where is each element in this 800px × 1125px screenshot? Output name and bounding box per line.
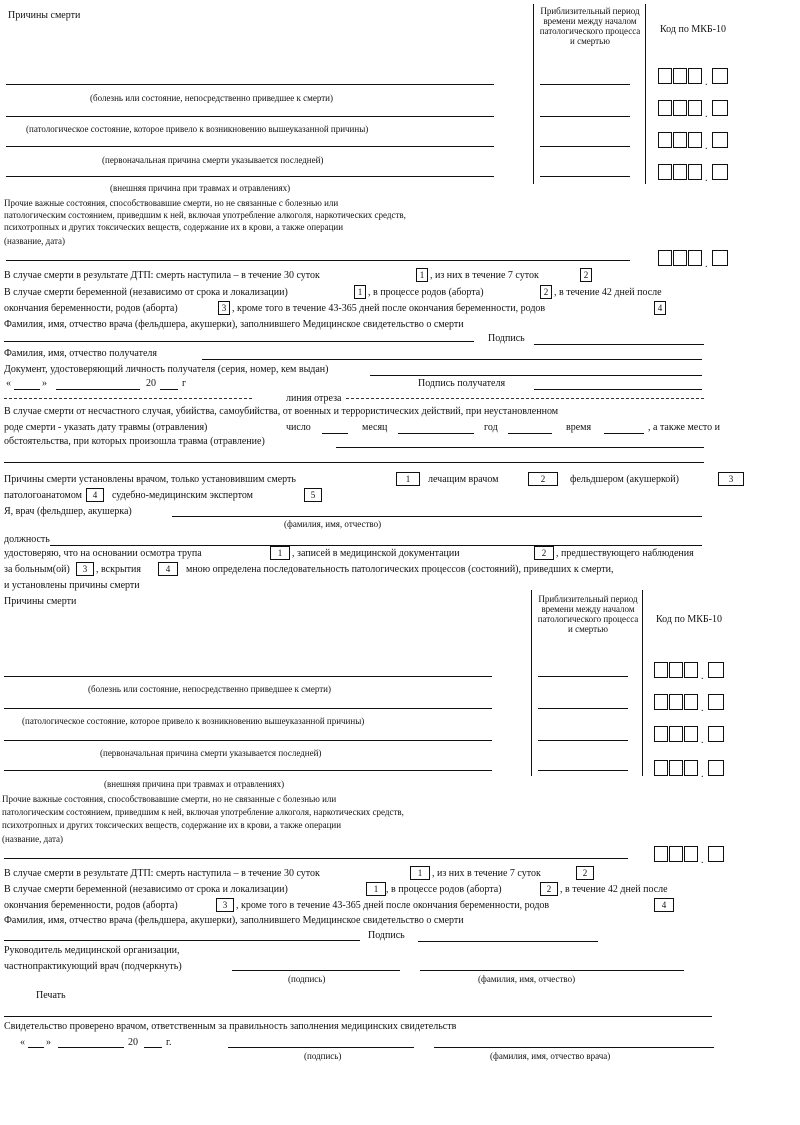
doctor3-sign-label: Подпись bbox=[368, 930, 405, 941]
doctor-sign-line[interactable] bbox=[534, 344, 704, 345]
interval2-line-c[interactable] bbox=[538, 740, 628, 741]
other-conditions-line[interactable] bbox=[6, 260, 630, 261]
accident-time-field[interactable] bbox=[604, 433, 644, 434]
pregnancy-box-4[interactable]: 4 bbox=[654, 301, 666, 315]
certify-text-7: и установлены причины смерти bbox=[4, 580, 140, 591]
head-fio-line[interactable] bbox=[420, 970, 684, 971]
pregnancy2-box-2[interactable]: 2 bbox=[540, 882, 558, 896]
doctor2-fio-caption: (фамилия, имя, отчество) bbox=[284, 519, 382, 529]
certify-text-3: , предшествующего наблюдения bbox=[556, 548, 694, 559]
doctor2-fio-line[interactable] bbox=[172, 516, 702, 517]
certify-text-4: за больным(ой) bbox=[4, 564, 70, 575]
stamp-label: Печать bbox=[36, 990, 66, 1001]
interval-line-b[interactable] bbox=[540, 116, 630, 117]
certify-text-5: , вскрытия bbox=[96, 564, 141, 575]
interval-line-a[interactable] bbox=[540, 84, 630, 85]
recipient-sign-label: Подпись получателя bbox=[418, 378, 506, 389]
accident-year-label: год bbox=[484, 422, 498, 433]
dtp-text-b: , из них в течение 7 суток bbox=[430, 270, 539, 281]
doctor3-sign-line[interactable] bbox=[418, 941, 598, 942]
cause2-caption-a: (болезнь или состояние, непосредственно приведшее к смерти) bbox=[88, 684, 331, 694]
accident-month-field[interactable] bbox=[398, 433, 474, 434]
cause2-line-b[interactable] bbox=[4, 708, 492, 709]
recipient-date-year: 20 bbox=[146, 378, 156, 389]
pregnancy2-text-1: В случае смерти беременной (независимо от срока и локализации) bbox=[4, 884, 288, 895]
cause-line-b[interactable] bbox=[6, 116, 494, 117]
doctor3-fio-line[interactable] bbox=[4, 940, 360, 941]
pregnancy-text-3: , в течение 42 дней после bbox=[554, 287, 662, 298]
doctor-sign-label: Подпись bbox=[488, 333, 525, 344]
accident-circumstances-line[interactable] bbox=[336, 447, 704, 448]
other2-conditions-3: психотропных и других токсических веществ, содержание их в крови, а также операции bbox=[2, 820, 342, 830]
cause-line-a[interactable] bbox=[6, 84, 494, 85]
other-conditions-1: Прочие важные состояния, способствовавшие смерти, но не связанные с болезнью или bbox=[4, 198, 339, 208]
cause2-line-a[interactable] bbox=[4, 676, 492, 677]
recipient-doc-line[interactable] bbox=[370, 375, 702, 376]
recipient-date-q1: « bbox=[6, 378, 11, 389]
established-box-1[interactable]: 1 bbox=[396, 472, 420, 486]
cause2-caption-d: (внешняя причина при травмах и отравлениях) bbox=[104, 779, 285, 789]
head-fio-caption: (фамилия, имя, отчество) bbox=[478, 974, 576, 984]
cause-caption-c: (первоначальная причина смерти указывается последней) bbox=[102, 155, 324, 165]
interval-line-c[interactable] bbox=[540, 146, 630, 147]
interval-column-header-2: Приблизительный период времени между началом патологического процесса и смертью bbox=[537, 594, 639, 635]
interval-line-d[interactable] bbox=[540, 176, 630, 177]
dtp2-text-b: , из них в течение 7 суток bbox=[432, 868, 541, 879]
doctor3-fio-label: Фамилия, имя, отчество врача (фельдшера, акушерки), заполнившего Медицинское свидетельство о смерти bbox=[4, 915, 464, 926]
other2-conditions-1: Прочие важные состояния, способствовавшие смерти, но не связанные с болезнью или bbox=[2, 794, 337, 804]
cause-line-d[interactable] bbox=[6, 176, 494, 177]
head-label-2: частнопрактикующий врач (подчеркнуть) bbox=[4, 961, 182, 972]
recipient-fio-label: Фамилия, имя, отчество получателя bbox=[4, 348, 157, 359]
section1-title: Причины смерти bbox=[8, 10, 81, 21]
pregnancy2-text-5: , кроме того в течение 43-365 дней после окончания беременности, родов bbox=[236, 900, 550, 911]
code-column-header: Код по МКБ-10 bbox=[660, 24, 726, 35]
other-conditions-3: психотропных и других токсических веществ, содержание их в крови, а также операции bbox=[4, 222, 344, 232]
accident-month-label: месяц bbox=[362, 422, 388, 433]
recipient-sign-line[interactable] bbox=[534, 389, 702, 390]
dtp2-30-days-box[interactable]: 1 bbox=[410, 866, 430, 880]
established-text-2: лечащим врачом bbox=[428, 474, 499, 485]
accident-circumstances-line-2[interactable] bbox=[4, 462, 704, 463]
pregnancy-text-1: В случае смерти беременной (независимо от срока и локализации) bbox=[4, 287, 288, 298]
pregnancy-text-4: окончания беременности, родов (аборта) bbox=[4, 303, 178, 314]
verified-date-year-field[interactable] bbox=[144, 1047, 162, 1048]
head-sign-caption: (подпись) bbox=[288, 974, 326, 984]
table2-divider bbox=[531, 590, 532, 776]
other2-conditions-line[interactable] bbox=[4, 858, 628, 859]
established-text-4: патологоанатомом bbox=[4, 490, 82, 501]
cut-line-label: линия отреза bbox=[286, 393, 342, 404]
verified-date-q1: « bbox=[20, 1037, 25, 1048]
verified-sign-line[interactable] bbox=[228, 1047, 414, 1048]
interval-column-header: Приблизительный период времени между началом патологического процесса и смертью bbox=[539, 6, 641, 47]
dtp-text: В случае смерти в результате ДТП: смерть наступила – в течение 30 суток bbox=[4, 270, 320, 281]
cause-caption-b: (патологическое состояние, которое привело к возникновению вышеуказанной причины) bbox=[26, 124, 369, 134]
accident-year-field[interactable] bbox=[508, 433, 552, 434]
pregnancy2-text-3: , в течение 42 дней после bbox=[560, 884, 668, 895]
established-box-5[interactable]: 5 bbox=[304, 488, 322, 502]
verified-date-day[interactable] bbox=[28, 1047, 44, 1048]
pregnancy-text-2: , в процессе родов (аборта) bbox=[368, 287, 484, 298]
accident-text-3: , а также место и bbox=[648, 422, 720, 433]
table2-divider bbox=[642, 590, 643, 776]
certify-box-1[interactable]: 1 bbox=[270, 546, 290, 560]
cause2-line-d[interactable] bbox=[4, 770, 492, 771]
head-sign-line[interactable] bbox=[232, 970, 400, 971]
accident-time-label: время bbox=[566, 422, 592, 433]
verified-date-month[interactable] bbox=[58, 1047, 124, 1048]
established-text-5: судебно-медицинским экспертом bbox=[112, 490, 253, 501]
doctor2-position-line[interactable] bbox=[50, 545, 702, 546]
cause-line-c[interactable] bbox=[6, 146, 494, 147]
established-box-3[interactable]: 3 bbox=[718, 472, 744, 486]
certify-text-1: удостоверяю, что на основании осмотра трупа bbox=[4, 548, 202, 559]
pregnancy-box-1[interactable]: 1 bbox=[354, 285, 366, 299]
recipient-date-year-suffix: г bbox=[182, 378, 187, 389]
certify-box-4[interactable]: 4 bbox=[158, 562, 178, 576]
recipient-date-day[interactable] bbox=[14, 389, 40, 390]
other2-conditions-4: (название, дата) bbox=[2, 834, 63, 844]
doctor-fio-line[interactable] bbox=[4, 341, 474, 342]
verified-date-q2: » bbox=[46, 1037, 51, 1048]
head-label-1: Руководитель медицинской организации, bbox=[4, 945, 180, 956]
pregnancy2-text-4: окончания беременности, родов (аборта) bbox=[4, 900, 178, 911]
established-box-2[interactable]: 2 bbox=[528, 472, 558, 486]
table1-divider bbox=[645, 4, 646, 184]
interval2-line-b[interactable] bbox=[538, 708, 628, 709]
dtp-7-days-box[interactable]: 2 bbox=[580, 268, 592, 282]
verified-date-year: 20 bbox=[128, 1037, 138, 1048]
pregnancy2-box-3[interactable]: 3 bbox=[216, 898, 234, 912]
cause2-line-c[interactable] bbox=[4, 740, 492, 741]
accident-day-label: число bbox=[286, 422, 311, 433]
interval2-line-d[interactable] bbox=[538, 770, 628, 771]
verified-text: Свидетельство проверено врачом, ответственным за правильность заполнения медицинских свидетельств bbox=[4, 1021, 457, 1032]
separator-line bbox=[4, 1016, 712, 1017]
recipient-doc-label: Документ, удостоверяющий личность получателя (серия, номер, кем выдан) bbox=[4, 364, 329, 375]
recipient-fio-line[interactable] bbox=[202, 359, 702, 360]
other2-conditions-2: патологическим состоянием, приведшим к ней, включая употребление алкоголя, наркотических средств, bbox=[2, 807, 404, 817]
dtp2-7-days-box[interactable]: 2 bbox=[576, 866, 594, 880]
accident-text-4: обстоятельства, при которых произошла травма (отравление) bbox=[4, 436, 265, 447]
table1-divider bbox=[533, 4, 534, 184]
cut-line-left bbox=[4, 398, 252, 399]
accident-text-2: роде смерти - указать дату травмы (отравления) bbox=[4, 422, 208, 433]
pregnancy-box-3[interactable]: 3 bbox=[218, 301, 230, 315]
pregnancy2-text-2: , в процессе родов (аборта) bbox=[386, 884, 502, 895]
dtp-30-days-box[interactable]: 1 bbox=[416, 268, 428, 282]
established-text-1: Причины смерти установлены врачом, только установившим смерть bbox=[4, 474, 296, 485]
cut-line-right bbox=[346, 398, 704, 399]
verified-sign-caption: (подпись) bbox=[304, 1051, 342, 1061]
certify-text-2: , записей в медицинской документации bbox=[292, 548, 460, 559]
cause2-caption-b: (патологическое состояние, которое привело к возникновению вышеуказанной причины) bbox=[22, 716, 365, 726]
doctor-fio-label: Фамилия, имя, отчество врача (фельдшера, акушерки), заполнившего Медицинское свидетельство о смерти bbox=[4, 319, 464, 330]
doctor2-label: Я, врач (фельдшер, акушерка) bbox=[4, 506, 132, 517]
recipient-date-q2: » bbox=[42, 378, 47, 389]
pregnancy-box-2[interactable]: 2 bbox=[540, 285, 552, 299]
pregnancy-text-5: , кроме того в течение 43-365 дней после окончания беременности, родов bbox=[232, 303, 546, 314]
verified-fio-line[interactable] bbox=[434, 1047, 714, 1048]
dtp2-text: В случае смерти в результате ДТП: смерть наступила – в течение 30 суток bbox=[4, 868, 320, 879]
pregnancy2-box-1[interactable]: 1 bbox=[366, 882, 386, 896]
accident-text-1: В случае смерти от несчастного случая, убийства, самоубийства, от военных и террористических действий, при неустановленном bbox=[4, 406, 559, 417]
interval2-line-a[interactable] bbox=[538, 676, 628, 677]
recipient-date-year-field[interactable] bbox=[160, 389, 178, 390]
other-conditions-2: патологическим состоянием, приведшим к ней, включая употребление алкоголя, наркотических средств, bbox=[4, 210, 406, 220]
verified-date-year-suffix: г. bbox=[166, 1037, 172, 1048]
cause2-caption-c: (первоначальная причина смерти указывается последней) bbox=[100, 748, 322, 758]
pregnancy2-box-4[interactable]: 4 bbox=[654, 898, 674, 912]
accident-day-field[interactable] bbox=[322, 433, 348, 434]
other-conditions-4: (название, дата) bbox=[4, 236, 65, 246]
recipient-date-month[interactable] bbox=[56, 389, 140, 390]
established-text-3: фельдшером (акушеркой) bbox=[570, 474, 679, 485]
verified-fio-caption: (фамилия, имя, отчество врача) bbox=[490, 1051, 611, 1061]
doctor2-position-label: должность bbox=[4, 534, 50, 545]
section2-title: Причины смерти bbox=[4, 596, 77, 607]
cause-caption-a: (болезнь или состояние, непосредственно приведшее к смерти) bbox=[90, 93, 333, 103]
cause-caption-d: (внешняя причина при травмах и отравлениях) bbox=[110, 183, 291, 193]
certify-text-6: мною определена последовательность патологических процессов (состояний), приведших к смерти, bbox=[186, 564, 614, 575]
certify-box-2[interactable]: 2 bbox=[534, 546, 554, 560]
code-column-header-2: Код по МКБ-10 bbox=[656, 614, 722, 625]
established-box-4[interactable]: 4 bbox=[86, 488, 104, 502]
certify-box-3[interactable]: 3 bbox=[76, 562, 94, 576]
